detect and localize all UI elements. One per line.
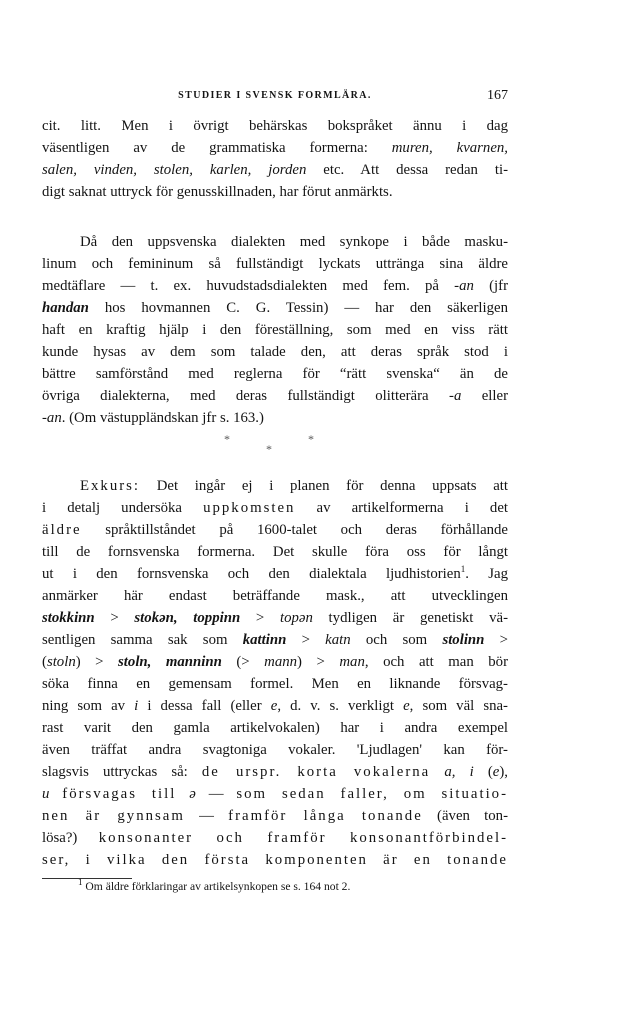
text-line: salen, vinden, stolen, karlen, jorden etc. Att dessa redan ti-	[42, 162, 508, 178]
footnote-reference: 1	[460, 564, 466, 575]
text-line: nen är gynnsam — framför långa tonande (även ton-	[42, 808, 508, 824]
asterisk-mark: *	[224, 432, 230, 446]
text-line: Exkurs: Det ingår ej i planen för denna uppsats att	[80, 478, 508, 494]
text-line: bättre samförstånd med reglerna för “rätt svenska“ än de	[42, 366, 508, 382]
footnote	[78, 877, 508, 894]
text-line: kunde hysas av dem som talade den, att deras språk stod i	[42, 344, 508, 360]
asterisk-mark: *	[308, 432, 314, 446]
text-line: övriga dialekterna, med deras fullständigt olitterära -a eller	[42, 388, 508, 404]
text-line: äldre språktillståndet på 1600-talet och deras förhållande	[42, 522, 508, 538]
text-line: söka finna en gemensam formel. Men en liknande försvag-	[42, 676, 508, 692]
text-line: ut i den fornsvenska och den dialektala ljudhistorien$^1$. Jag	[42, 564, 508, 582]
page-header	[42, 88, 508, 104]
asterisk-mark: *	[266, 442, 272, 456]
text-line: anmärker här endast beträffande mask., att utvecklingen	[42, 588, 508, 604]
text-line: ser, i vilka den första komponenten är en tonande	[42, 852, 508, 868]
text-line: rast varit den gamla artikelvokalen) har i andra exempel	[42, 720, 508, 736]
text-line: haft en kraftig hjälp i den föreställning, som med en viss rätt	[42, 322, 508, 338]
text-line: sentligen samma sak som kattinn > katn och som stolinn >	[42, 632, 508, 648]
text-line: stokkinn > stokən, toppinn > topən tydligen är genetiskt vä-	[42, 610, 508, 626]
footnote-text: Om äldre förklaringar av artikelsynkopen se s. 164 not 2.	[85, 880, 351, 893]
text-line: ning som av i i dessa fall (eller e, d. v. s. verkligt e, som väl sna-	[42, 698, 508, 714]
text-line: digt saknat uttryck för genusskillnaden, har förut anmärkts.	[42, 184, 393, 200]
text-line: linum och femininum så fullständigt lyckats uttränga sina äldre	[42, 256, 508, 272]
text-line: u försvagas till ə — som sedan faller, om situatio-	[42, 786, 508, 802]
running-title: STUDIER I SVENSK FORMLÄRA.	[178, 90, 372, 101]
text-line: även träffat andra svagtoniga vokaler. 'Ljudlagen' kan för-	[42, 742, 508, 758]
footnote-rule	[42, 878, 132, 879]
text-line: i detalj undersöka uppkomsten av artikelformerna i det	[42, 500, 508, 516]
footnote-mark: 1	[78, 877, 83, 888]
page-number: 167	[487, 88, 508, 103]
text-line: lösa?) konsonanter och framför konsonantförbindel-	[42, 830, 508, 846]
text-line: till de fornsvenska formerna. Det skulle föra oss för långt	[42, 544, 508, 560]
text-line: medtäflare — t. ex. huvudstadsdialekten med fem. på -an (jfr	[42, 278, 508, 294]
text-line: handan hos hovmannen C. G. Tessin) — har den säkerligen	[42, 300, 508, 316]
text-line: cit. litt. Men i övrigt behärskas bokspråket ännu i dag	[42, 118, 508, 134]
text-line: -an. (Om västuppländskan jfr s. 163.)	[42, 410, 264, 426]
text-line: Då den uppsvenska dialekten med synkope i både masku-	[80, 234, 508, 250]
text-line: slagsvis uttryckas så: de urspr. korta vokalerna a, i (e),	[42, 764, 508, 780]
text-line: väsentligen av de grammatiska formerna: muren, kvarnen,	[42, 140, 508, 156]
text-line: (stoln) > stoln, manninn (> mann) > man, och att man bör	[42, 654, 508, 670]
